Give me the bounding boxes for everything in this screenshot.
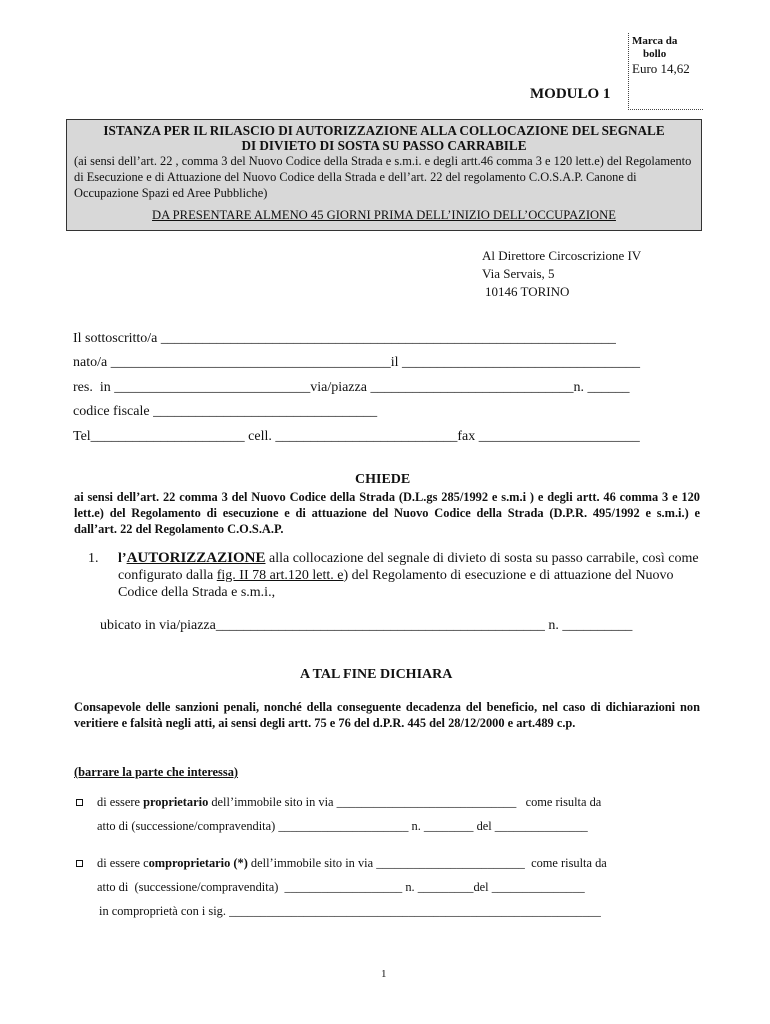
recipient-address (482, 247, 641, 301)
recipient-line2: Via Servais, 5 (482, 266, 555, 281)
option-owner-post[interactable]: dell’immobile sito in via _____________________________ come risulta da (208, 795, 602, 809)
option-coowner-post[interactable]: dell’immobile sito in via ________________________ come risulta da (247, 856, 607, 870)
owner-checkbox[interactable] (76, 799, 83, 806)
field-contatti[interactable]: Tel______________________ cell. __________________________fax _______________________ (73, 429, 640, 444)
option-coowner-line2[interactable]: atto di (successione/compravendita) ___________________ n. _________del _______________ (97, 880, 585, 894)
option-owner-pre: di essere (97, 795, 144, 809)
recipient-line1: Al Direttore Circoscrizione IV (482, 248, 642, 263)
stamp-amount: Euro 14,62 (632, 61, 690, 76)
request-item-number: 1. (88, 551, 99, 566)
field-sottoscritto[interactable]: Il sottoscritto/a _________________________________________________________________ (73, 331, 616, 346)
request-item-figure-ref: fig. II 78 art.120 lett. e (216, 568, 344, 583)
recipient-line3: 10146 TORINO (485, 284, 570, 299)
dichiara-legal-text: Consapevole delle sanzioni penali, nonché della conseguente decadenza del beneficio, nel caso di dichiarazioni non veritiere e falsità negli atti, ai sensi degli artt. 75 e 76 del d.P.R. 445 del 28/12/2000 e art.489 c.p. (74, 700, 700, 730)
request-item-1 (88, 550, 700, 601)
header-title-line1: ISTANZA PER IL RILASCIO DI AUTORIZZAZIONE ALLA COLLOCAZIONE DEL SEGNALE (103, 123, 665, 138)
header-box (66, 119, 702, 231)
field-residenza[interactable]: res. in ____________________________via/piazza _____________________________n. ______ (73, 380, 630, 395)
page-number: 1 (381, 968, 387, 980)
dichiara-instruction: (barrare la parte che interessa) (74, 765, 239, 779)
request-item-prefix: l’ (118, 551, 127, 566)
chiede-legal-text: ai sensi dell’art. 22 comma 3 del Nuovo Codice della Strada (D.L.gs 285/1992 e s.m.i ) e degli artt. 46 comma 3 e 120 lett.e) del Regolamento di esecuzione e di attuazione del Nuovo Codice della Strada (D.P.R. 495/1992 e s.m.i.) e dall’art. 22 del Regolamento C.O.S.A.P. (74, 490, 700, 536)
stamp-label-line2: bollo (643, 48, 667, 60)
option-owner-line1 (97, 795, 601, 810)
stamp-label-line1: Marca da (632, 35, 678, 47)
request-item-keyword: AUTORIZZAZIONE (126, 550, 266, 566)
field-codice-fiscale[interactable]: codice fiscale ________________________________ (73, 404, 378, 419)
field-nato[interactable]: nato/a ________________________________________il __________________________________ (73, 355, 640, 370)
field-ubicato[interactable]: ubicato in via/piazza_______________________________________________ n. __________ (100, 618, 633, 633)
header-deadline: DA PRESENTARE ALMENO 45 GIORNI PRIMA DELL’INIZIO DELL’OCCUPAZIONE (152, 208, 616, 222)
request-item-text-a: alla collocazione del segnale di divieto di sosta su passo carrabile, così come configurato dalla (118, 551, 699, 583)
option-owner-line2[interactable]: atto di (successione/compravendita) _____________________ n. ________ del _______________ (97, 819, 588, 833)
coowner-checkbox[interactable] (76, 860, 83, 867)
option-owner-bold: proprietario (143, 795, 209, 809)
module-title: MODULO 1 (530, 86, 611, 102)
header-title-line2: DI DIVIETO DI SOSTA SU PASSO CARRABILE (241, 138, 527, 153)
option-coowner-bold: omproprietario (*) (148, 856, 248, 870)
option-coowner-line3[interactable]: in comproprietà con i sig. ____________________________________________________________ (99, 904, 601, 918)
option-coowner-pre: di essere c (97, 856, 149, 870)
header-legal-reference: (ai sensi dell’art. 22 , comma 3 del Nuovo Codice della Strada e s.m.i. e degli artt.46 comma 3 e 120 lett.e) del Regolamento di Esecuzione e di Attuazione del Nuovo Codice della Strada e dell’art. 22 del regolamento C.O.S.A.P. Canone di Occupazione Spazi ed Aree Pubbliche) (74, 154, 692, 200)
request-item-text-b: ) del Regolamento di esecuzione e di attuazione del Nuovo Codice della Strada e s.m.i., (118, 568, 674, 600)
option-coowner-line1 (97, 856, 607, 871)
chiede-heading: CHIEDE (355, 472, 411, 487)
dichiara-heading: A TAL FINE DICHIARA (300, 667, 453, 682)
